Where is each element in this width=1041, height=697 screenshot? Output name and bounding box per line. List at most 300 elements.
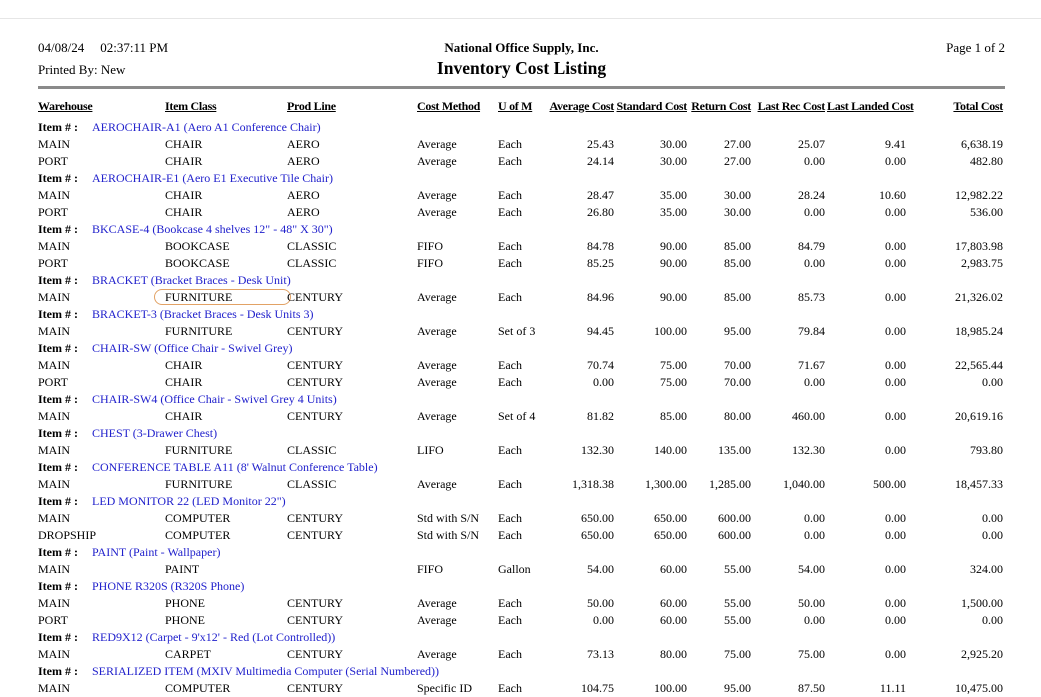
cell-prod-line: CENTURY [287,511,344,525]
warehouse-row [38,527,1005,544]
cell-item-class: FURNITURE [165,324,233,338]
item-row [38,170,1005,187]
cell-total-cost: 21,326.02 [955,290,1003,304]
cell-cost-method: FIFO [417,256,444,270]
cell-item-class: COMPUTER [165,528,231,542]
cell-total-cost: 22,565.44 [955,358,1003,372]
cell-total-cost: 536.00 [970,205,1003,219]
cell-last-landed-cost: 11.11 [879,681,906,695]
cell-u-of-m: Each [498,596,522,610]
header-rule [38,86,1005,89]
cell-last-landed-cost: 0.00 [885,375,906,389]
cell-standard-cost: 60.00 [660,613,687,627]
item-cell [38,459,1005,476]
cell-standard-cost: 100.00 [654,681,687,695]
cell-warehouse: PORT [38,375,68,389]
cell-item-class: CHAIR [165,375,203,389]
report-header [0,0,1041,89]
cell-cost-method: Specific ID [417,681,472,695]
item-number-label: Item # : [38,341,78,355]
cell-total-cost: 18,985.24 [955,324,1003,338]
cell-prod-line: AERO [287,137,320,151]
cell-last-rec-cost: 0.00 [804,511,825,525]
item-number-label: Item # : [38,171,78,185]
item-link[interactable]: AEROCHAIR-E1 (Aero E1 Executive Tile Chair) [91,171,333,185]
item-cell [38,119,1005,136]
cell-return-cost: 75.00 [724,647,751,661]
cell-average-cost: 54.00 [587,562,614,576]
cell-cost-method: Std with S/N [417,528,480,542]
column-header-total-cost: Total Cost [953,99,1003,113]
cell-cost-method: Average [417,290,457,304]
cell-u-of-m: Each [498,528,522,542]
cell-warehouse: MAIN [38,188,70,202]
item-link[interactable]: CHAIR-SW4 (Office Chair - Swivel Grey 4 Units) [91,392,337,406]
cell-average-cost: 84.78 [587,239,614,253]
table-header [38,99,1005,119]
cell-total-cost: 10,475.00 [955,681,1003,695]
item-link[interactable]: BRACKET-3 (Bracket Braces - Desk Units 3) [91,307,314,321]
cell-standard-cost: 1,300.00 [645,477,687,491]
column-header-prod-line: Prod Line [287,99,336,113]
cell-standard-cost: 30.00 [660,154,687,168]
item-row [38,493,1005,510]
cell-return-cost: 85.00 [724,256,751,270]
cell-average-cost: 0.00 [593,375,614,389]
item-row [38,663,1005,680]
column-header-warehouse: Warehouse [38,99,93,113]
cell-total-cost: 0.00 [982,613,1003,627]
cell-cost-method: FIFO [417,239,444,253]
cell-return-cost: 80.00 [724,409,751,423]
column-header-average-cost: Average Cost [549,99,614,113]
cell-u-of-m: Each [498,188,522,202]
cell-return-cost: 27.00 [724,137,751,151]
item-link[interactable]: AEROCHAIR-A1 (Aero A1 Conference Chair) [91,120,321,134]
warehouse-row [38,510,1005,527]
cell-last-rec-cost: 28.24 [798,188,825,202]
cell-item-class: CHAIR [165,137,203,151]
page-indicator: Page 1 of 2 [946,40,1005,55]
cell-average-cost: 81.82 [587,409,614,423]
cell-item-class: FURNITURE [165,443,233,457]
item-link[interactable]: LED MONITOR 22 (LED Monitor 22") [91,494,286,508]
header-row-1 [38,40,1005,56]
cell-item-class: COMPUTER [165,511,231,525]
item-number-label: Item # : [38,273,78,287]
cell-average-cost: 650.00 [581,528,614,542]
cell-warehouse: DROPSHIP [38,528,97,542]
item-cell [38,544,1005,561]
warehouse-row [38,153,1005,170]
cell-standard-cost: 140.00 [654,443,687,457]
cell-prod-line: CENTURY [287,596,344,610]
item-link[interactable]: CONFERENCE TABLE A11 (8' Walnut Conference Table) [91,460,378,474]
cell-average-cost: 25.43 [587,137,614,151]
cell-warehouse: PORT [38,613,68,627]
cell-last-rec-cost: 0.00 [804,154,825,168]
cell-u-of-m: Each [498,477,522,491]
cell-prod-line: CENTURY [287,528,344,542]
cell-last-rec-cost: 71.67 [798,358,825,372]
cell-item-class: FURNITURE [165,477,233,491]
cell-u-of-m: Gallon [498,562,531,576]
cell-standard-cost: 90.00 [660,256,687,270]
cell-last-landed-cost: 0.00 [885,205,906,219]
item-link[interactable]: PAINT (Paint - Wallpaper) [91,545,221,559]
cell-last-rec-cost: 84.79 [798,239,825,253]
cell-return-cost: 27.00 [724,154,751,168]
item-cell [38,663,1005,680]
item-cell [38,221,1005,238]
cell-last-landed-cost: 0.00 [885,256,906,270]
cell-standard-cost: 650.00 [654,528,687,542]
cell-return-cost: 95.00 [724,681,751,695]
cell-u-of-m: Each [498,358,522,372]
cell-item-class: CHAIR [165,188,203,202]
cell-warehouse: MAIN [38,562,70,576]
item-cell [38,340,1005,357]
cell-total-cost: 20,619.16 [955,409,1003,423]
cell-item-class: CHAIR [165,409,203,423]
column-header-row [38,99,1005,119]
cell-cost-method: Average [417,358,457,372]
item-cell [38,170,1005,187]
item-number-label: Item # : [38,545,78,559]
cell-last-rec-cost: 79.84 [798,324,825,338]
cell-cost-method: Std with S/N [417,511,480,525]
cell-cost-method: Average [417,375,457,389]
cell-last-rec-cost: 87.50 [798,681,825,695]
cell-last-rec-cost: 0.00 [804,528,825,542]
cell-item-class: CHAIR [165,154,203,168]
warehouse-row [38,289,1005,306]
cell-standard-cost: 60.00 [660,596,687,610]
cell-u-of-m: Each [498,205,522,219]
cell-return-cost: 95.00 [724,324,751,338]
cell-u-of-m: Each [498,511,522,525]
item-row [38,578,1005,595]
item-row [38,272,1005,289]
warehouse-row [38,357,1005,374]
item-link[interactable]: BKCASE-4 (Bookcase 4 shelves 12" - 48" X 30") [91,222,333,236]
cell-u-of-m: Each [498,256,522,270]
cell-last-landed-cost: 0.00 [885,647,906,661]
cell-last-landed-cost: 0.00 [885,290,906,304]
printed-by: Printed By: New [38,62,126,77]
cell-standard-cost: 35.00 [660,205,687,219]
cell-warehouse: MAIN [38,324,70,338]
cell-return-cost: 55.00 [724,596,751,610]
cell-u-of-m: Each [498,613,522,627]
cell-item-class: PHONE [165,596,206,610]
item-number-label: Item # : [38,307,78,321]
warehouse-row [38,323,1005,340]
cell-average-cost: 1,318.38 [572,477,614,491]
warehouse-row [38,476,1005,493]
item-link[interactable]: RED9X12 (Carpet - 9'x12' - Red (Lot Controlled)) [91,630,336,644]
cell-prod-line: CLASSIC [287,443,337,457]
cell-cost-method: Average [417,613,457,627]
item-link[interactable]: CHEST (3-Drawer Chest) [91,426,218,440]
cell-u-of-m: Each [498,375,522,389]
cell-average-cost: 28.47 [587,188,614,202]
item-cell [38,493,1005,510]
cell-warehouse: MAIN [38,596,70,610]
cell-last-rec-cost: 0.00 [804,613,825,627]
item-cell [38,306,1005,323]
column-header-item-class: Item Class [165,99,217,113]
column-header-return-cost: Return Cost [691,99,751,113]
page-top-divider [0,18,1041,19]
cell-last-rec-cost: 132.30 [792,443,825,457]
cell-warehouse: MAIN [38,681,70,695]
cell-cost-method: Average [417,596,457,610]
cell-average-cost: 104.75 [581,681,614,695]
item-number-label: Item # : [38,426,78,440]
item-number-label: Item # : [38,120,78,134]
warehouse-row [38,136,1005,153]
cell-prod-line: CENTURY [287,613,344,627]
cell-prod-line: CENTURY [287,324,344,338]
cell-total-cost: 6,638.19 [961,137,1003,151]
cell-return-cost: 135.00 [718,443,751,457]
cell-standard-cost: 75.00 [660,358,687,372]
warehouse-row [38,204,1005,221]
cell-return-cost: 1,285.00 [709,477,751,491]
cell-last-landed-cost: 0.00 [885,511,906,525]
cell-standard-cost: 60.00 [660,562,687,576]
cell-last-rec-cost: 85.73 [798,290,825,304]
cell-average-cost: 70.74 [587,358,614,372]
cell-standard-cost: 80.00 [660,647,687,661]
cell-last-rec-cost: 0.00 [804,205,825,219]
cell-warehouse: MAIN [38,239,70,253]
cell-cost-method: Average [417,324,457,338]
cell-u-of-m: Each [498,290,522,304]
cell-u-of-m: Each [498,154,522,168]
cell-standard-cost: 100.00 [654,324,687,338]
cell-prod-line: CLASSIC [287,239,337,253]
cell-standard-cost: 90.00 [660,290,687,304]
cell-u-of-m: Set of 3 [498,324,536,338]
cell-average-cost: 650.00 [581,511,614,525]
cell-u-of-m: Each [498,647,522,661]
table-body [38,119,1005,697]
cell-last-landed-cost: 0.00 [885,528,906,542]
selection-highlight: FURNITURE [154,289,291,305]
cell-warehouse: MAIN [38,511,70,525]
cell-warehouse: PORT [38,256,68,270]
cell-prod-line: CENTURY [287,375,344,389]
cell-total-cost: 2,983.75 [961,256,1003,270]
item-row [38,340,1005,357]
cell-warehouse: PORT [38,205,68,219]
cell-warehouse: MAIN [38,409,70,423]
cell-cost-method: Average [417,205,457,219]
cell-last-landed-cost: 0.00 [885,562,906,576]
date-time [38,40,338,56]
warehouse-row [38,408,1005,425]
cell-item-class: CHAIR [165,205,203,219]
report-time: 02:37:11 PM [100,40,169,55]
header-row-2 [38,58,1005,79]
item-row [38,425,1005,442]
cell-last-landed-cost: 0.00 [885,409,906,423]
cell-average-cost: 24.14 [587,154,614,168]
item-cell [38,391,1005,408]
item-cell [38,629,1005,646]
cell-return-cost: 600.00 [718,511,751,525]
cell-standard-cost: 35.00 [660,188,687,202]
item-number-label: Item # : [38,222,78,236]
cell-cost-method: Average [417,188,457,202]
warehouse-row [38,561,1005,578]
cell-warehouse: MAIN [38,290,70,304]
item-number-label: Item # : [38,494,78,508]
column-header-standard-cost: Standard Cost [616,99,687,113]
cell-last-landed-cost: 0.00 [885,324,906,338]
item-row [38,391,1005,408]
cell-last-landed-cost: 10.60 [879,188,906,202]
warehouse-row [38,612,1005,629]
cell-last-landed-cost: 0.00 [885,239,906,253]
warehouse-row [38,374,1005,391]
cell-total-cost: 793.80 [970,443,1003,457]
cell-item-class [165,289,287,306]
cell-standard-cost: 650.00 [654,511,687,525]
cell-cost-method: Average [417,409,457,423]
item-cell [38,578,1005,595]
cell-prod-line: CENTURY [287,681,344,695]
warehouse-row [38,595,1005,612]
cell-last-rec-cost: 54.00 [798,562,825,576]
warehouse-row [38,255,1005,272]
cell-item-class: CHAIR [165,358,203,372]
cell-average-cost: 50.00 [587,596,614,610]
cell-warehouse: MAIN [38,443,70,457]
cell-prod-line: CENTURY [287,647,344,661]
cell-return-cost: 85.00 [724,239,751,253]
item-row [38,221,1005,238]
cell-return-cost: 70.00 [724,375,751,389]
column-header-cost-method: Cost Method [417,99,481,113]
item-link[interactable]: SERIALIZED ITEM (MXIV Multimedia Computer (Serial Numbered)) [91,664,440,678]
item-row [38,459,1005,476]
report-title: Inventory Cost Listing [436,58,607,78]
cell-last-rec-cost: 1,040.00 [783,477,825,491]
cell-cost-method: FIFO [417,562,444,576]
cell-cost-method: Average [417,154,457,168]
cell-standard-cost: 75.00 [660,375,687,389]
cell-total-cost: 0.00 [982,528,1003,542]
cell-cost-method: Average [417,477,457,491]
cell-warehouse: PORT [38,154,68,168]
warehouse-row [38,442,1005,459]
cell-last-landed-cost: 0.00 [885,443,906,457]
cell-return-cost: 70.00 [724,358,751,372]
cell-return-cost: 55.00 [724,562,751,576]
cell-last-landed-cost: 0.00 [885,154,906,168]
cell-warehouse: MAIN [38,477,70,491]
cell-prod-line: AERO [287,154,320,168]
warehouse-row [38,187,1005,204]
cell-last-rec-cost: 460.00 [792,409,825,423]
cell-u-of-m: Each [498,681,522,695]
inventory-cost-table [38,99,1005,697]
item-row [38,544,1005,561]
column-header-last-rec-cost: Last Rec Cost [757,99,825,113]
item-number-label: Item # : [38,579,78,593]
cell-standard-cost: 85.00 [660,409,687,423]
item-link[interactable]: CHAIR-SW (Office Chair - Swivel Grey) [91,341,293,355]
column-header-last-landed-cost: Last Landed Cost [827,99,914,113]
cell-return-cost: 55.00 [724,613,751,627]
cell-last-landed-cost: 0.00 [885,613,906,627]
cell-total-cost: 482.80 [970,154,1003,168]
cell-last-rec-cost: 0.00 [804,375,825,389]
warehouse-row [38,680,1005,697]
cell-u-of-m: Each [498,137,522,151]
cell-last-landed-cost: 0.00 [885,358,906,372]
cell-item-class: BOOKCASE [165,256,230,270]
cell-average-cost: 26.80 [587,205,614,219]
warehouse-row [38,238,1005,255]
item-number-label: Item # : [38,630,78,644]
cell-warehouse: MAIN [38,358,70,372]
cell-warehouse: MAIN [38,137,70,151]
item-number-label: Item # : [38,460,78,474]
cell-last-rec-cost: 75.00 [798,647,825,661]
cell-item-class: BOOKCASE [165,239,230,253]
cell-average-cost: 94.45 [587,324,614,338]
cell-prod-line: CLASSIC [287,256,337,270]
cell-total-cost: 324.00 [970,562,1003,576]
cell-return-cost: 30.00 [724,188,751,202]
item-number-label: Item # : [38,664,78,678]
item-cell [38,272,1005,289]
cell-last-landed-cost: 500.00 [873,477,906,491]
cell-prod-line: AERO [287,188,320,202]
warehouse-row [38,646,1005,663]
cell-prod-line: CLASSIC [287,477,337,491]
company-name: National Office Supply, Inc. [444,40,599,55]
cell-total-cost: 0.00 [982,511,1003,525]
cell-return-cost: 30.00 [724,205,751,219]
cell-prod-line: AERO [287,205,320,219]
cell-average-cost: 73.13 [587,647,614,661]
cell-last-landed-cost: 9.41 [885,137,906,151]
cell-prod-line: CENTURY [287,409,344,423]
item-link[interactable]: PHONE R320S (R320S Phone) [91,579,245,593]
cell-average-cost: 132.30 [581,443,614,457]
cell-cost-method: LIFO [417,443,444,457]
cell-last-landed-cost: 0.00 [885,596,906,610]
item-row [38,306,1005,323]
cell-standard-cost: 30.00 [660,137,687,151]
item-link[interactable]: BRACKET (Bracket Braces - Desk Unit) [91,273,291,287]
cell-warehouse: MAIN [38,647,70,661]
cell-item-class: PHONE [165,613,206,627]
cell-last-rec-cost: 50.00 [798,596,825,610]
item-number-label: Item # : [38,392,78,406]
cell-total-cost: 12,982.22 [955,188,1003,202]
cell-total-cost: 18,457.33 [955,477,1003,491]
cell-u-of-m: Set of 4 [498,409,536,423]
cell-average-cost: 85.25 [587,256,614,270]
cell-cost-method: Average [417,647,457,661]
cell-item-class: PAINT [165,562,200,576]
